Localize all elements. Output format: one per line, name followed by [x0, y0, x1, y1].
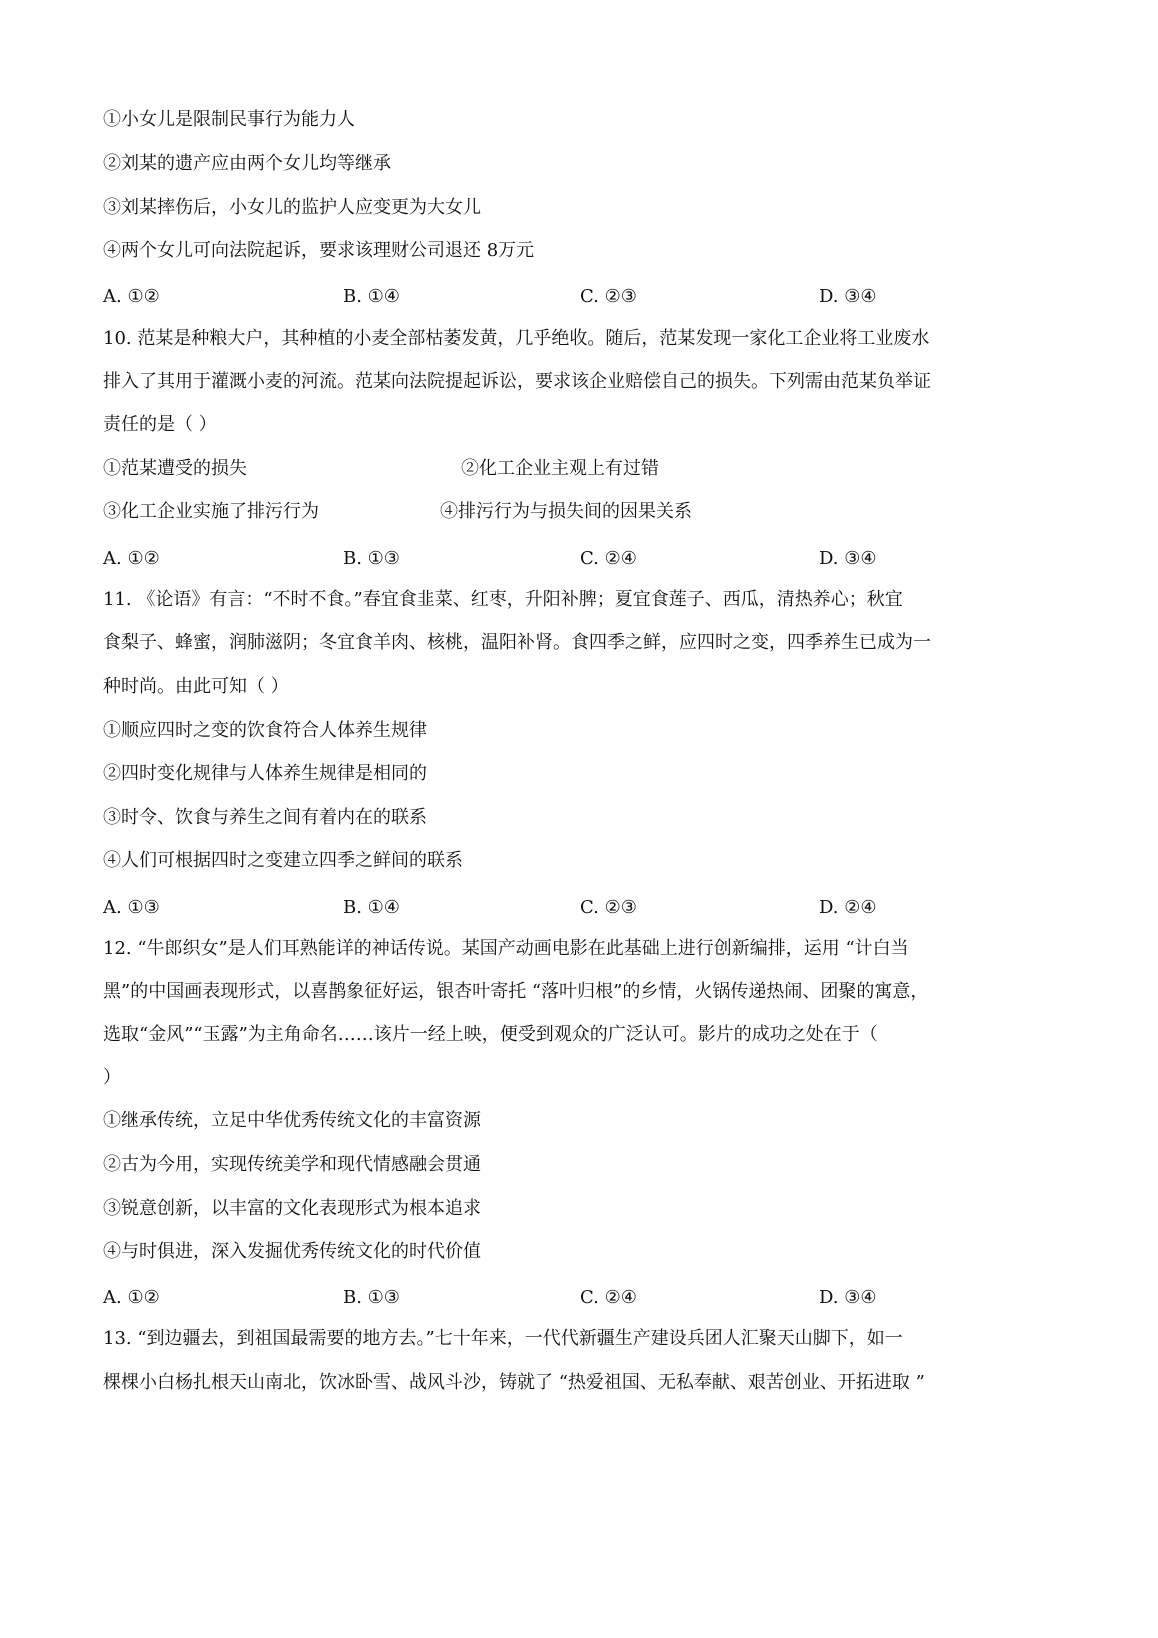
q11-option-a: A. ①③ [103, 897, 160, 918]
q12-option-d: D. ③④ [819, 1287, 877, 1308]
q9-statement-1: ①小女儿是限制民事行为能力人 [103, 109, 355, 130]
q11-stem-line-3: 种时尚。由此可知（ ） [103, 676, 289, 697]
q9-statement-2: ②刘某的遗产应由两个女儿均等继承 [103, 153, 391, 174]
q10-statement-1: ①范某遭受的损失 [103, 458, 247, 479]
q9-option-c: C. ②③ [580, 286, 637, 307]
q10-statements-row-1 [103, 456, 1003, 482]
q11-statement-3: ③时令、饮食与养生之间有着内在的联系 [103, 807, 427, 828]
q9-statement-3: ③刘某摔伤后，小女儿的监护人应变更为大女儿 [103, 197, 481, 218]
q11-stem-line-1: 11. 《论语》有言：“不时不食。”春宜食韭菜、红枣，升阳补脾；夏宜食莲子、西瓜，清热养心；秋宜 [103, 589, 903, 610]
q10-statement-2: ②化工企业主观上有过错 [461, 458, 659, 479]
q12-statement-4: ④与时俱进，深入发掘优秀传统文化的时代价值 [103, 1241, 481, 1262]
q10-stem-line-3: 责任的是（ ） [103, 414, 217, 435]
q11-stem-line-2: 食梨子、蜂蜜，润肺滋阴；冬宜食羊肉、核桃，温阳补肾。食四季之鲜，应四时之变，四季养生已成为一 [103, 632, 931, 653]
q9-option-b: B. ①④ [343, 286, 400, 307]
q10-statement-4: ④排污行为与损失间的因果关系 [440, 501, 692, 522]
q10-statements-row-2 [103, 499, 1003, 525]
q12-option-a: A. ①② [103, 1287, 160, 1308]
q11-statement-4: ④人们可根据四时之变建立四季之鲜间的联系 [103, 850, 463, 871]
q12-stem-line-1: 12. “牛郎织女”是人们耳熟能详的神话传说。某国产动画电影在此基础上进行创新编排，运用 “计白当 [103, 938, 909, 959]
q11-option-c: C. ②③ [580, 897, 637, 918]
q11-option-d: D. ②④ [819, 897, 877, 918]
q10-option-d: D. ③④ [819, 548, 877, 569]
q11-statement-1: ①顺应四时之变的饮食符合人体养生规律 [103, 720, 427, 741]
q12-stem-line-2: 黑”的中国画表现形式，以喜鹊象征好运，银杏叶寄托 “落叶归根”的乡情，火锅传递热闹、团聚的寓意， [103, 981, 929, 1002]
q9-options [103, 284, 1003, 310]
q10-option-c: C. ②④ [580, 548, 637, 569]
q13-stem-line-1: 13. “到边疆去，到祖国最需要的地方去。”七十年来，一代代新疆生产建设兵团人汇聚天山脚下，如一 [103, 1328, 903, 1349]
q12-stem-line-3: 选取“金风”“玉露”为主角命名……该片一经上映，便受到观众的广泛认可。影片的成功之处在于（ [103, 1024, 878, 1045]
q10-stem-line-1: 10. 范某是种粮大户，其种植的小麦全部枯萎发黄，几乎绝收。随后，范某发现一家化工企业将工业废水 [103, 328, 930, 349]
q11-statement-2: ②四时变化规律与人体养生规律是相同的 [103, 763, 427, 784]
q12-options [103, 1285, 1003, 1311]
q13-stem-line-2: 棵棵小白杨扎根天山南北，饮冰卧雪、战风斗沙，铸就了 “热爱祖国、无私奉献、艰苦创业、开拓进取 ” [103, 1372, 925, 1393]
q9-statement-4: ④两个女儿可向法院起诉，要求该理财公司退还 8万元 [103, 240, 535, 261]
q12-statement-1: ①继承传统，立足中华优秀传统文化的丰富资源 [103, 1110, 481, 1131]
q10-option-a: A. ①② [103, 548, 160, 569]
q12-statement-3: ③锐意创新，以丰富的文化表现形式为根本追求 [103, 1198, 481, 1219]
q12-option-b: B. ①③ [343, 1287, 400, 1308]
q10-stem-line-2: 排入了其用于灌溉小麦的河流。范某向法院提起诉讼，要求该企业赔偿自己的损失。下列需由范某负举证 [103, 371, 931, 392]
q12-stem-line-4: ） [103, 1067, 121, 1088]
q10-options [103, 546, 1003, 572]
q9-option-a: A. ①② [103, 286, 160, 307]
q12-statement-2: ②古为今用，实现传统美学和现代情感融会贯通 [103, 1154, 481, 1175]
q9-option-d: D. ③④ [819, 286, 877, 307]
q11-options [103, 895, 1003, 921]
q10-statement-3: ③化工企业实施了排污行为 [103, 501, 319, 522]
q11-option-b: B. ①④ [343, 897, 400, 918]
q10-option-b: B. ①③ [343, 548, 400, 569]
q12-option-c: C. ②④ [580, 1287, 637, 1308]
